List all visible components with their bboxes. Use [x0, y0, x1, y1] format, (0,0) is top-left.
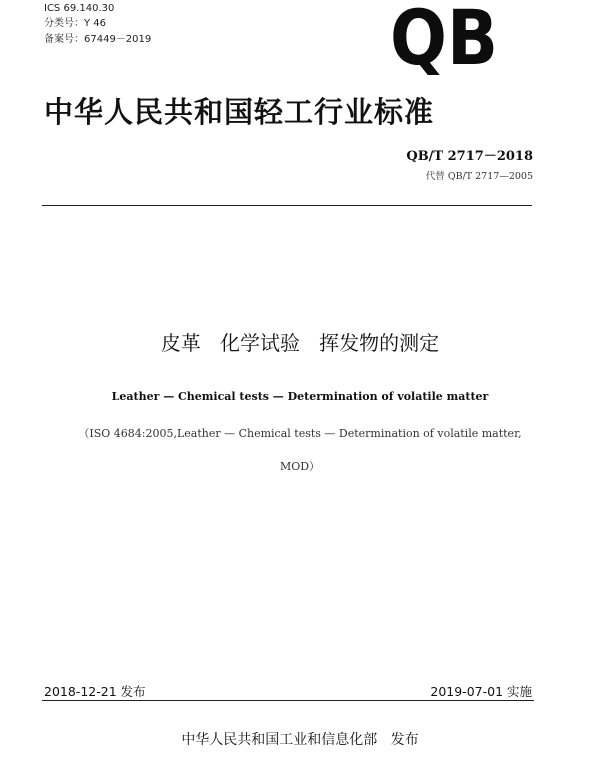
document-title-chinese: 皮革 化学试验 挥发物的测定	[160, 331, 440, 355]
iso-reference-line-2: MOD）	[279, 460, 321, 473]
classification-number: 分类号：Y 46	[44, 18, 107, 29]
standard-number: QB/T 2717－2018	[406, 149, 533, 164]
qb-logo	[388, 0, 500, 82]
issuing-authority: 中华人民共和国工业和信息化部 发布	[181, 732, 419, 748]
footer-divider	[42, 700, 534, 701]
standard-category-title: 中华人民共和国轻工行业标准	[44, 95, 435, 129]
document-title-english: Leather — Chemical tests — Determination of volatile matter	[111, 390, 489, 403]
implementation-date: 2019-07-01 实施	[430, 684, 532, 699]
record-number: 备案号：67449－2019	[44, 34, 152, 45]
replaces-standard: 代替 QB/T 2717—2005	[425, 171, 533, 182]
publication-date: 2018-12-21 发布	[44, 684, 146, 699]
qb-logo-text: QB	[390, 0, 498, 82]
header-divider	[42, 205, 532, 206]
ics-code: ICS 69.140.30	[44, 3, 115, 14]
iso-reference-line-1: （ISO 4684:2005,Leather — Chemical tests — Determination of volatile matter,	[78, 427, 522, 440]
